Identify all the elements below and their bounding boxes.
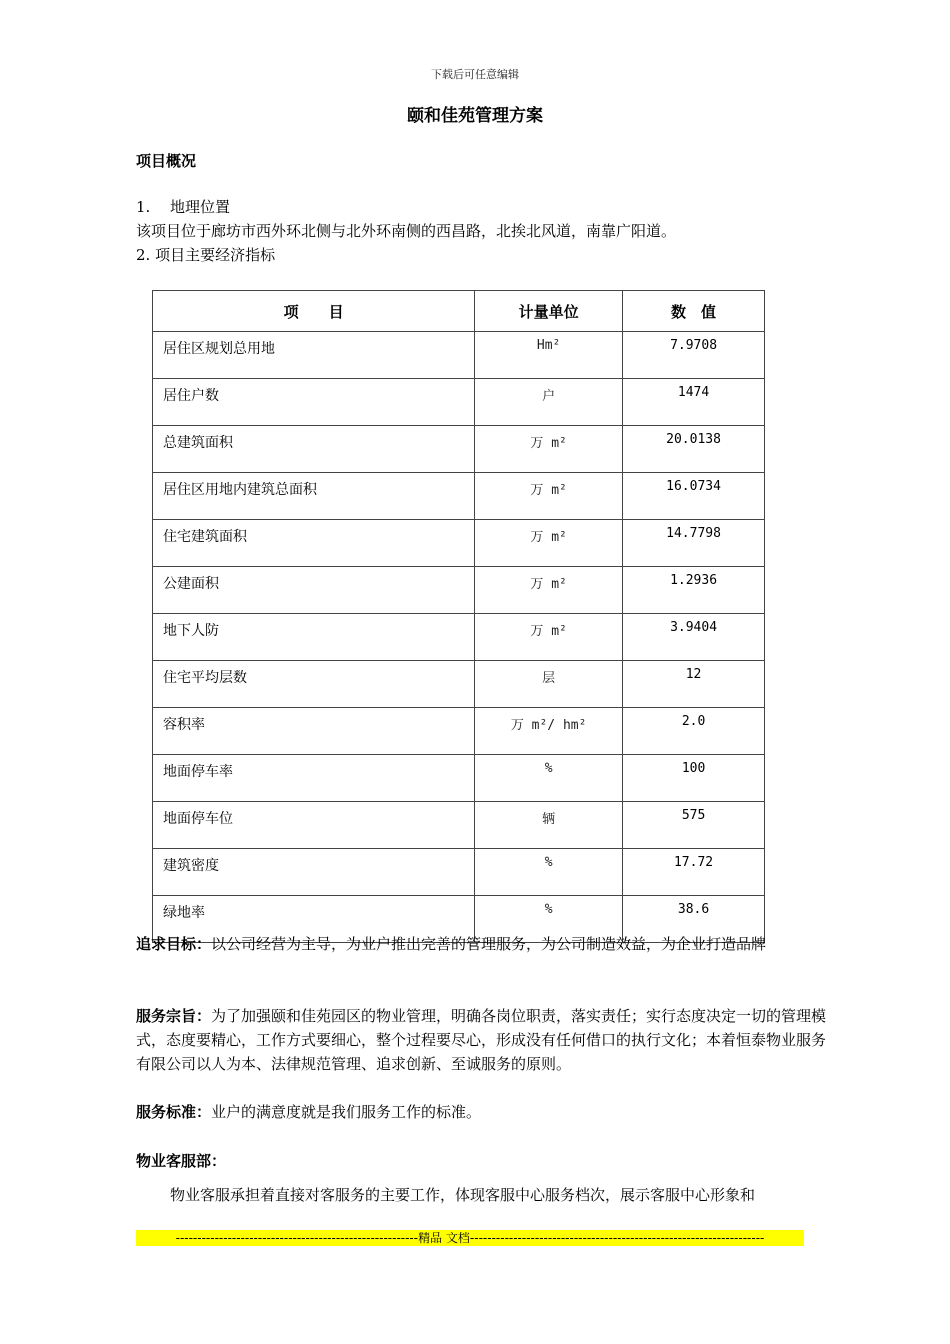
header-note: 下载后可任意编辑 [431,68,519,81]
row-value: 100 [623,755,765,802]
footer-left-dashes: -------------------------------------------------------- [175,1231,419,1245]
row-value: 20.0138 [623,426,765,473]
customer-service-text: 物业客服承担着直接对客服务的主要工作，体现客服中心服务档次，展示客服中心形象和 [170,1186,756,1204]
row-unit: 万 m² [475,520,623,567]
row-value: 16.0734 [623,473,765,520]
table-row [153,802,765,849]
row-value: 7.9708 [623,332,765,379]
table-row [153,426,765,473]
row-unit: 万 m² [475,614,623,661]
row-item: 居住户数 [153,379,475,426]
row-item: 地面停车率 [153,755,475,802]
document-title: 颐和佳苑管理方案 [407,106,543,126]
row-value: 17.72 [623,849,765,896]
customer-service-heading: 物业客服部： [136,1152,227,1170]
purpose-text: 为了加强颐和佳苑园区的物业管理，明确各岗位职责，落实责任；实行态度决定一切的管理模式，态度要精心，工作方式要细心，整个过程要尽心，形成没有任何借口的执行文化；本着恒泰物业服务有限公司以人为本、法律规范管理、追求创新、至诚服务的原则。 [136,1007,827,1073]
row-value: 2.0 [623,708,765,755]
table-row [153,708,765,755]
table-row [153,332,765,379]
footer-right-dashes: -------------------------------------------------------------------- [469,1231,765,1245]
table-row [153,567,765,614]
goal-paragraph [136,932,828,956]
row-unit: 户 [475,379,623,426]
table-row [153,614,765,661]
table-header-row [153,291,765,332]
purpose-paragraph [136,1004,828,1076]
row-item: 住宅建筑面积 [153,520,475,567]
row-item: 地面停车位 [153,802,475,849]
row-item: 居住区规划总用地 [153,332,475,379]
table-row [153,661,765,708]
item1-number: 1. [136,198,151,216]
standard-paragraph [136,1100,828,1124]
purpose-label: 服务宗旨： [136,1007,212,1025]
row-item: 居住区用地内建筑总面积 [153,473,475,520]
row-item: 绿地率 [153,896,475,943]
row-unit: Hm² [475,332,623,379]
row-item: 容积率 [153,708,475,755]
table-row [153,849,765,896]
row-value: 12 [623,661,765,708]
goal-text: 以公司经营为主导，为业户推出完善的管理服务，为公司制造效益，为企业打造品牌 [211,935,767,953]
goal-label: 追求目标： [136,935,212,953]
row-item: 建筑密度 [153,849,475,896]
row-unit: 层 [475,661,623,708]
row-item: 住宅平均层数 [153,661,475,708]
row-unit: % [475,849,623,896]
table-row [153,755,765,802]
overview-heading: 项目概况 [136,152,197,170]
item1-text: 该项目位于廊坊市西外环北侧与北外环南侧的西昌路，北挨北风道，南靠广阳道。 [136,222,677,240]
standard-label: 服务标准： [136,1103,212,1121]
row-value: 1.2936 [623,567,765,614]
row-value: 38.6 [623,896,765,943]
row-unit: % [475,755,623,802]
table-row [153,473,765,520]
row-unit: 万 m² [475,473,623,520]
row-value: 14.7798 [623,520,765,567]
row-unit: 万 m²/ hm² [475,708,623,755]
row-unit: % [475,896,623,943]
item1-line [136,195,230,219]
item2-title: 2. 项目主要经济指标 [136,246,276,264]
row-unit: 万 m² [475,567,623,614]
table-row [153,520,765,567]
row-value: 575 [623,802,765,849]
header-item: 项 目 [153,291,475,332]
header-value: 数 值 [623,291,765,332]
row-value: 1474 [623,379,765,426]
row-unit: 辆 [475,802,623,849]
economic-indicators-table [152,290,765,943]
row-item: 地下人防 [153,614,475,661]
item1-title: 地理位置 [170,198,231,216]
row-value: 3.9404 [623,614,765,661]
footer-label: 精品 文档 [418,1231,470,1245]
header-unit: 计量单位 [475,291,623,332]
row-item: 公建面积 [153,567,475,614]
row-unit: 万 m² [475,426,623,473]
row-item: 总建筑面积 [153,426,475,473]
table-row [153,379,765,426]
footer-banner [136,1230,804,1246]
standard-text: 业户的满意度就是我们服务工作的标准。 [211,1103,482,1121]
